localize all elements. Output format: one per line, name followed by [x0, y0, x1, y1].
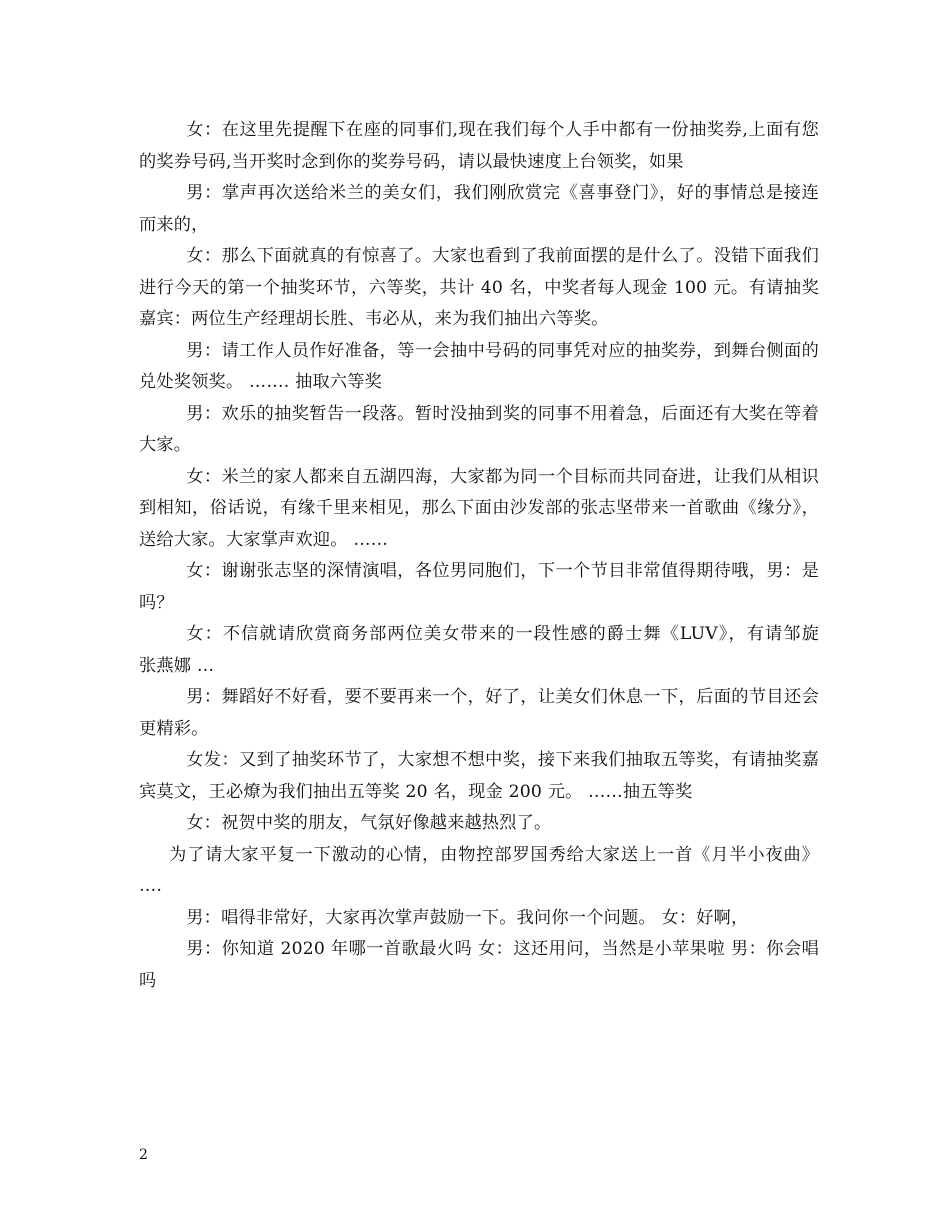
paragraph-9: 男：舞蹈好不好看，要不要再来一个，好了，让美女们休息一下，后面的节目还会更精彩。: [139, 687, 819, 739]
document-body: [139, 115, 837, 997]
paragraph-13: 男：唱得非常好，大家再次掌声鼓励一下。我问你一个问题。 女：好啊，: [186, 907, 749, 928]
paragraph-6: 女：米兰的家人都来自五湖四海，大家都为同一个目标而共同奋进，让我们从相识到相知，俗话说，有缘千里来相见，那么下面由沙发部的张志坚带来一首歌曲《缘分》，送给大家。大家掌声欢迎。 ……: [139, 466, 819, 550]
paragraph-2: 男：掌声再次送给米兰的美女们，我们刚欣赏完《喜事登门》，好的事情总是接连而来的，: [139, 183, 819, 235]
paragraph-5: 男：欢乐的抽奖暂告一段落。暂时没抽到奖的同事不用着急，后面还有大奖在等着大家。: [139, 403, 819, 455]
paragraph-11: 女：祝贺中奖的朋友，气氛好像越来越热烈了。: [186, 813, 552, 833]
paragraph-3: 女：那么下面就真的有惊喜了。大家也看到了我前面摆的是什么了。没错下面我们进行今天的第一个抽奖环节，六等奖，共计 40 名，中奖者每人现金 100 元。有请抽奖嘉宾：两位生产经理胡长胜、韦必从，来为我们抽出六等奖。: [139, 246, 819, 329]
paragraph-10: 女发：又到了抽奖环节了，大家想不想中奖，接下来我们抽取五等奖，有请抽奖嘉宾莫文，王必燎为我们抽出五等奖 20 名，现金 200 元。 ……抽五等奖: [139, 750, 819, 802]
paragraph-8: 女：不信就请欣赏商务部两位美女带来的一段性感的爵士舞《LUV》，有请邹旋 张燕娜 …: [139, 624, 837, 676]
paragraph-14: 男：你知道 2020 年哪一首歌最火吗 女：这还用问，当然是小苹果啦 男：你会唱吗: [139, 939, 819, 991]
paragraph-12: 为了请大家平复一下激动的心情，由物控部罗国秀给大家送上一首《月半小夜曲》 ….: [139, 844, 819, 896]
page-number: 2: [139, 1147, 148, 1163]
paragraph-1: 女：在这里先提醒下在座的同事们,现在我们每个人手中都有一份抽奖券,上面有您的奖券号码,当开奖时念到你的奖券号码，请以最快速度上台领奖，如果: [139, 120, 819, 172]
paragraph-4: 男：请工作人员作好准备，等一会抽中号码的同事凭对应的抽奖券，到舞台侧面的兑处奖领奖。 ……. 抽取六等奖: [139, 340, 819, 392]
paragraph-7: 女：谢谢张志坚的深情演唱，各位男同胞们，下一个节目非常值得期待哦，男：是吗？: [139, 561, 819, 613]
